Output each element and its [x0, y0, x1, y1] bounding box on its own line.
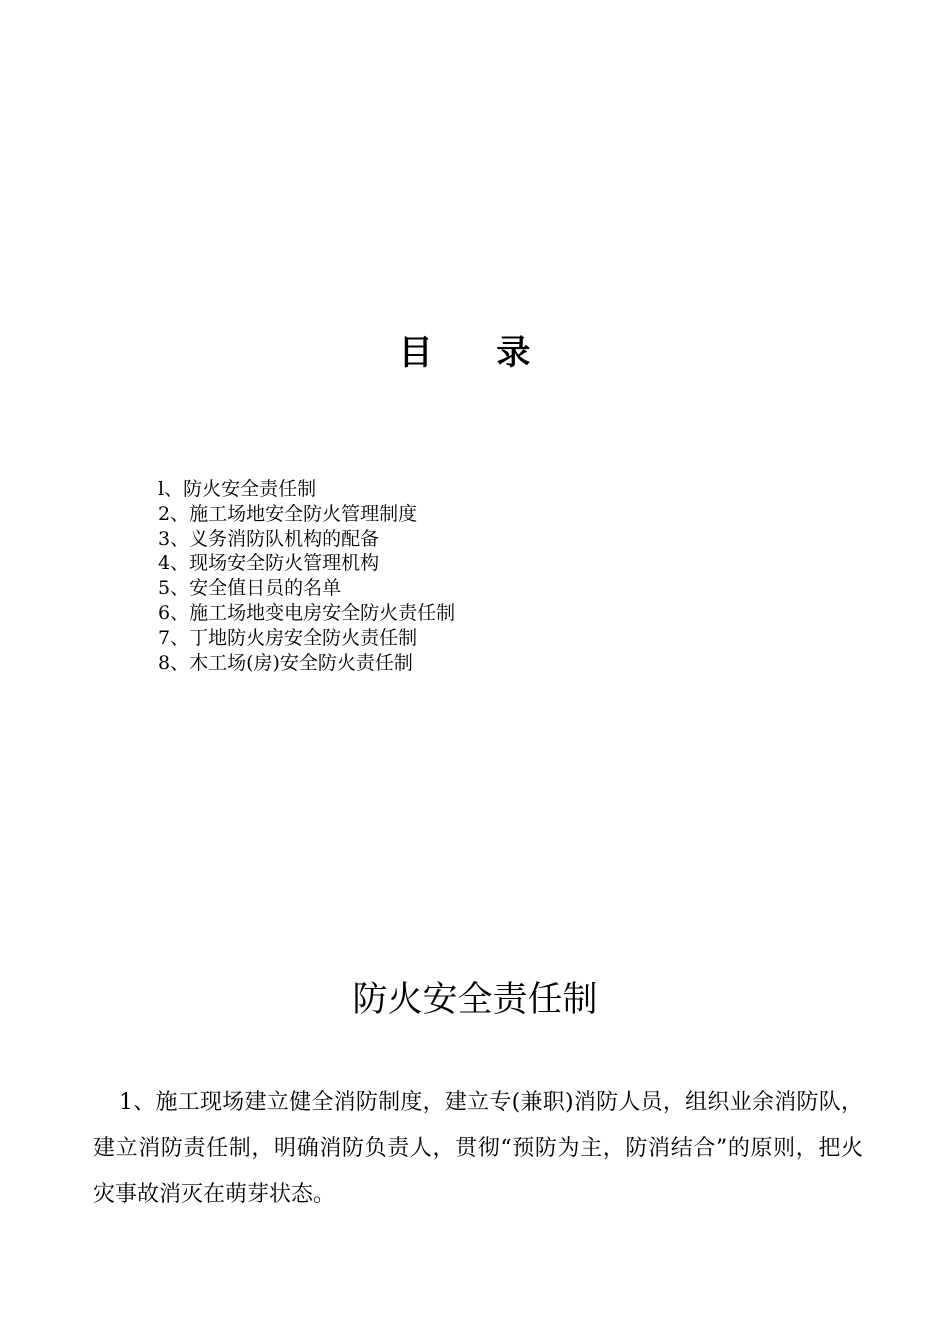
toc-item: 2、施工场地安全防火管理制度	[158, 502, 418, 525]
toc-title: 目 录	[398, 333, 557, 373]
toc-item: 5、安全值日员的名单	[158, 577, 342, 600]
toc-item: 8、木工场(房)安全防火责任制	[158, 651, 413, 674]
toc-item: 3、义务消防队机构的配备	[158, 527, 380, 550]
toc-item: 6、施工场地变电房安全防火责任制	[158, 601, 456, 624]
toc-item: l、防火安全责任制	[158, 478, 317, 500]
section-title: 防火安全责任制	[352, 980, 598, 1020]
toc-list	[158, 477, 455, 675]
toc-item: 7、丁地防火房安全防火责任制	[158, 626, 418, 649]
body-paragraph: 1、施工现场建立健全消防制度，建立专(兼职)消防人员，组织业余消防队，建立消防责任制，明确消防负责人，贯彻“预防为主，防消结合”的原则，把火灾事故消灭在萌芽状态。	[93, 1090, 863, 1207]
toc-item: 4、现场安全防火管理机构	[158, 552, 380, 575]
